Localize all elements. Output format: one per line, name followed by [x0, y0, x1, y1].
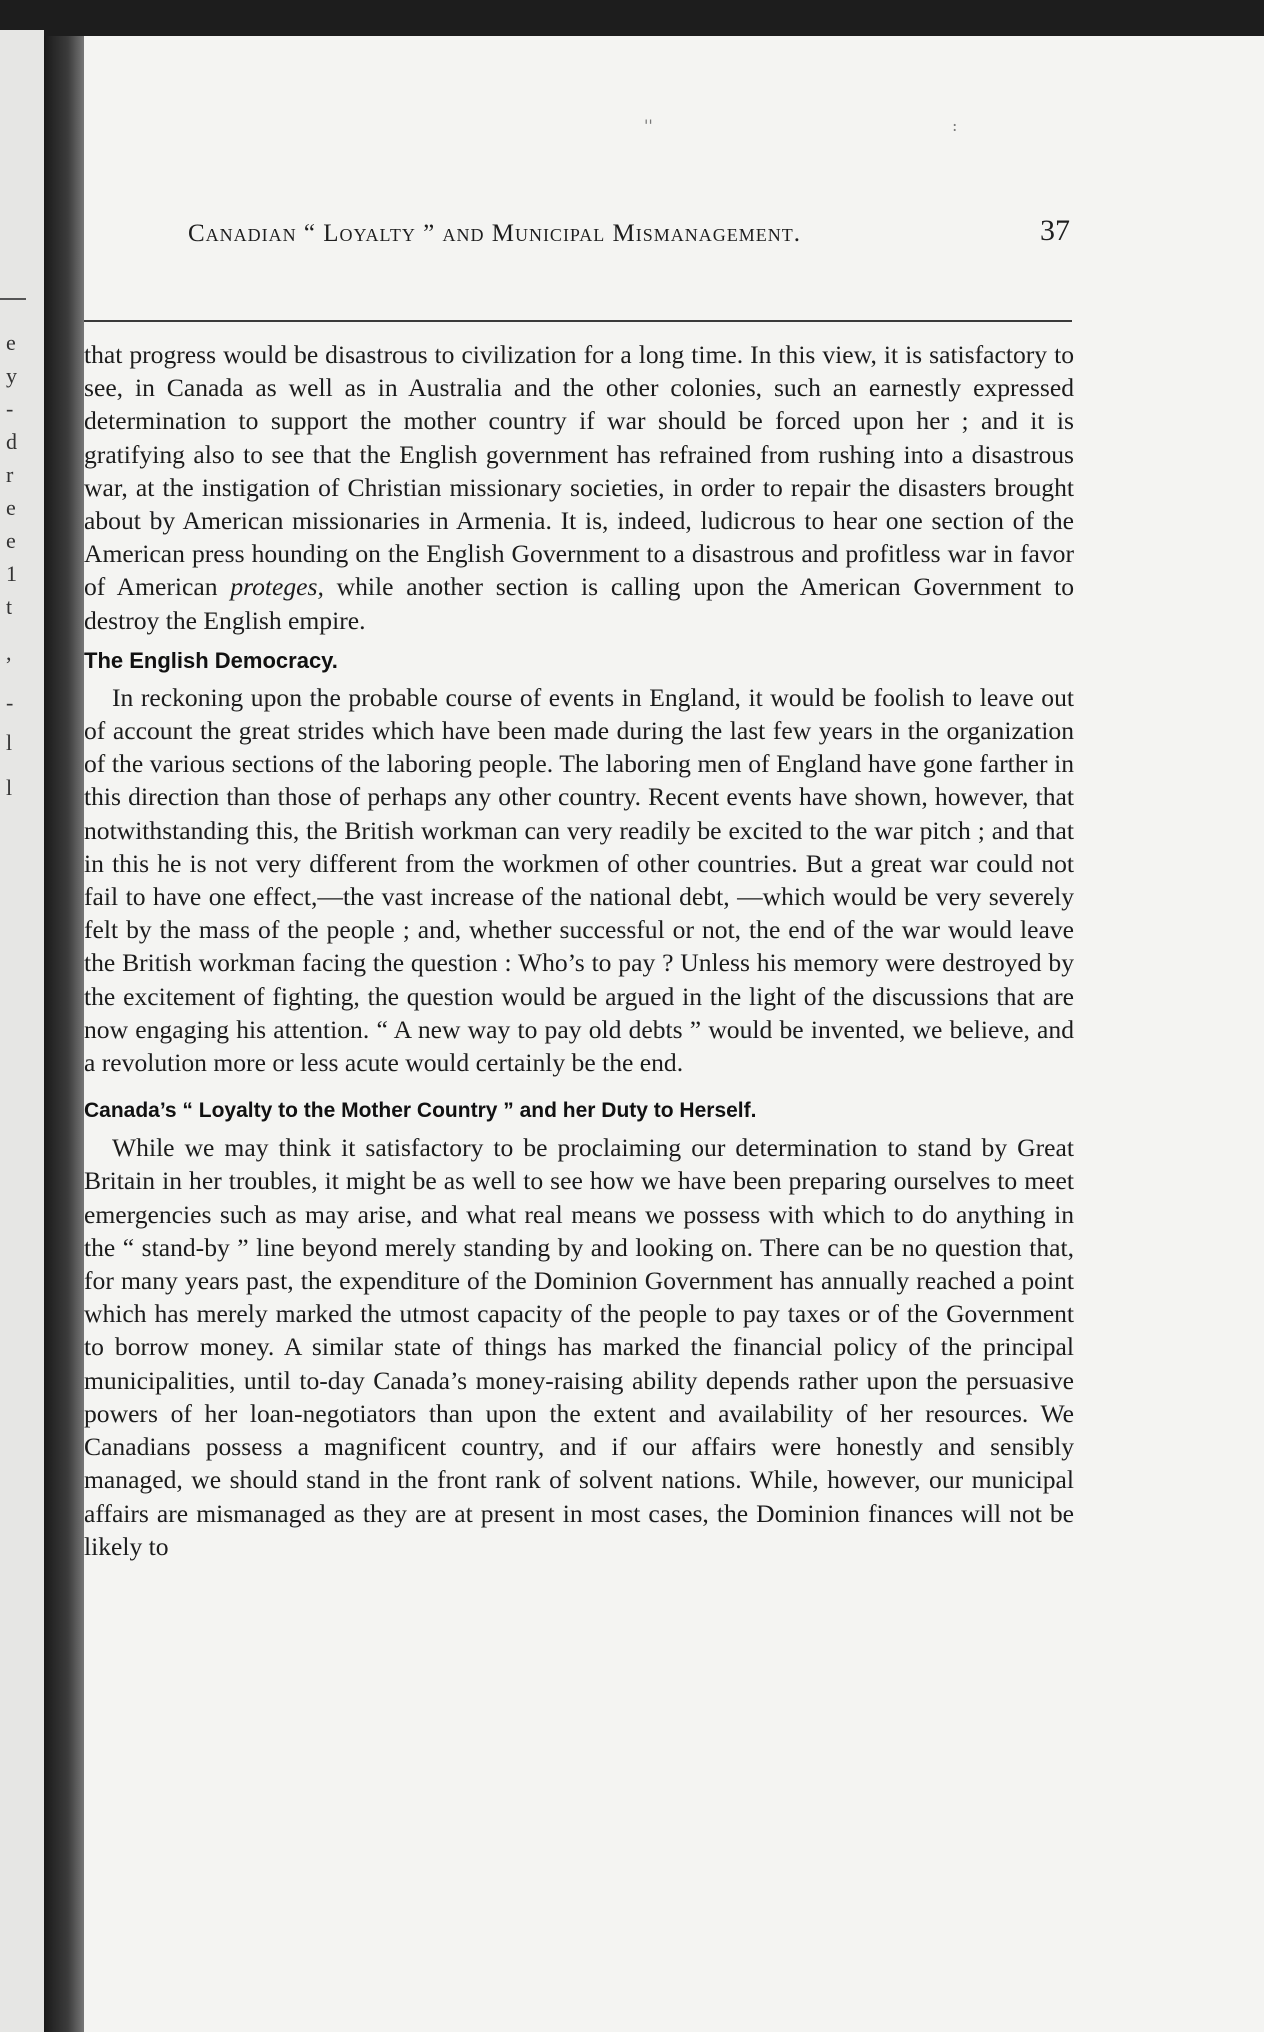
- paragraph-text: while another section is calling upon the American Government to destroy the English empire.: [84, 572, 1074, 635]
- book-gutter-shadow: [44, 36, 84, 2032]
- margin-fragment: l: [6, 730, 13, 755]
- margin-fragment: l: [6, 775, 13, 800]
- body-text: [84, 338, 1074, 1563]
- margin-rule: [0, 298, 26, 300]
- margin-fragment: r: [6, 462, 14, 487]
- margin-fragment: 1: [6, 561, 17, 586]
- running-title: Canadian “ Loyalty ” and Municipal Mismanagement.: [188, 220, 802, 247]
- scan-speck: :: [952, 116, 958, 135]
- book-page: [84, 36, 1264, 2032]
- scan-speck: '': [644, 116, 653, 135]
- italic-word: proteges,: [230, 572, 324, 602]
- margin-fragment: -: [6, 396, 14, 421]
- header-rule: [84, 320, 1072, 322]
- section-heading-canadas-loyalty: Canada’s “ Loyalty to the Mother Country ” and her Duty to Herself.: [84, 1099, 757, 1123]
- paragraph-english-democracy: In reckoning upon the probable course of events in England, it would be foolish to leave out of account the great strides which have been made during the last few years in the organization of the various sections of the laboring people. The laboring men of England have gone farther in this direction than those of perhaps any other country. Recent events have shown, however, that notwithstanding this, the British workman can very readily be excited to the war pitch ; and that in this he is not very different from the workmen of other countries. But a great war could not fail to have one effect,—the vast increase of the national debt, —which would be very severely felt by the mass of the people ; and, whether successful or not, the end of the war would leave the British workman facing the question : Who’s to pay ? Unless his memory were destroyed by the excitement of fighting, the question would be argued in the light of the discussions that are now engaging his attention. “ A new way to pay old debts ” would be invented, we believe, and a revolution more or less acute would certainly be the end.: [84, 682, 1074, 1078]
- running-head: [84, 214, 1074, 260]
- section-heading-english-democracy: The English Democracy.: [84, 647, 338, 673]
- margin-fragment: ,: [6, 640, 12, 665]
- margin-fragment: t: [6, 594, 13, 619]
- page-number: 37: [1040, 214, 1070, 247]
- margin-fragment: d: [6, 429, 17, 454]
- margin-fragment: y: [6, 363, 17, 388]
- scan-border-top: [0, 0, 1264, 36]
- paragraph-canadas-loyalty: While we may think it satisfactory to be proclaiming our determination to stand by Great Britain in her troubles, it might be as well to see how we have been preparing ourselves to meet emergencies such as may arise, and what real means we possess with which to do anything in the “ stand-by ” line beyond merely standing by and looking on. There can be no question that, for many years past, the expenditure of the Dominion Government has annually reached a point which has merely marked the utmost capacity of the people to pay taxes or of the Government to borrow money. A similar state of things has marked the financial policy of the principal municipalities, until to-day Canada’s money-raising ability depends rather upon the persuasive powers of her loan-negotiators than upon the extent and availability of her resources. We Canadians possess a magnificent country, and if our affairs were honestly and sensibly managed, we should stand in the front rank of solvent nations. While, however, our municipal affairs are mismanaged as they are at present in most cases, the Dominion finances will not be likely to: [84, 1133, 1074, 1561]
- margin-fragment: e: [6, 330, 16, 355]
- margin-fragment: e: [6, 495, 16, 520]
- adjacent-page-edge: [0, 30, 44, 2032]
- paragraph-continued: [84, 338, 1074, 637]
- paragraph-text: that progress would be disastrous to civilization for a long time. In this view, it is satisfactory to see, in Canada as well as in Australia and the other colonies, such an earnestly expressed determination to support the mother country if war should be forced upon her ; and it is gratifying also to see that the English government has refrained from rushing into a disastrous war, at the instigation of Christian missionary societies, in order to repair the disasters brought about by American missionaries in Armenia. It is, indeed, ludicrous to hear one section of the American press hounding on the English Government to a disastrous and profitless war in favor of American: [84, 340, 1074, 602]
- margin-fragment: -: [6, 690, 14, 715]
- margin-fragment: e: [6, 528, 16, 553]
